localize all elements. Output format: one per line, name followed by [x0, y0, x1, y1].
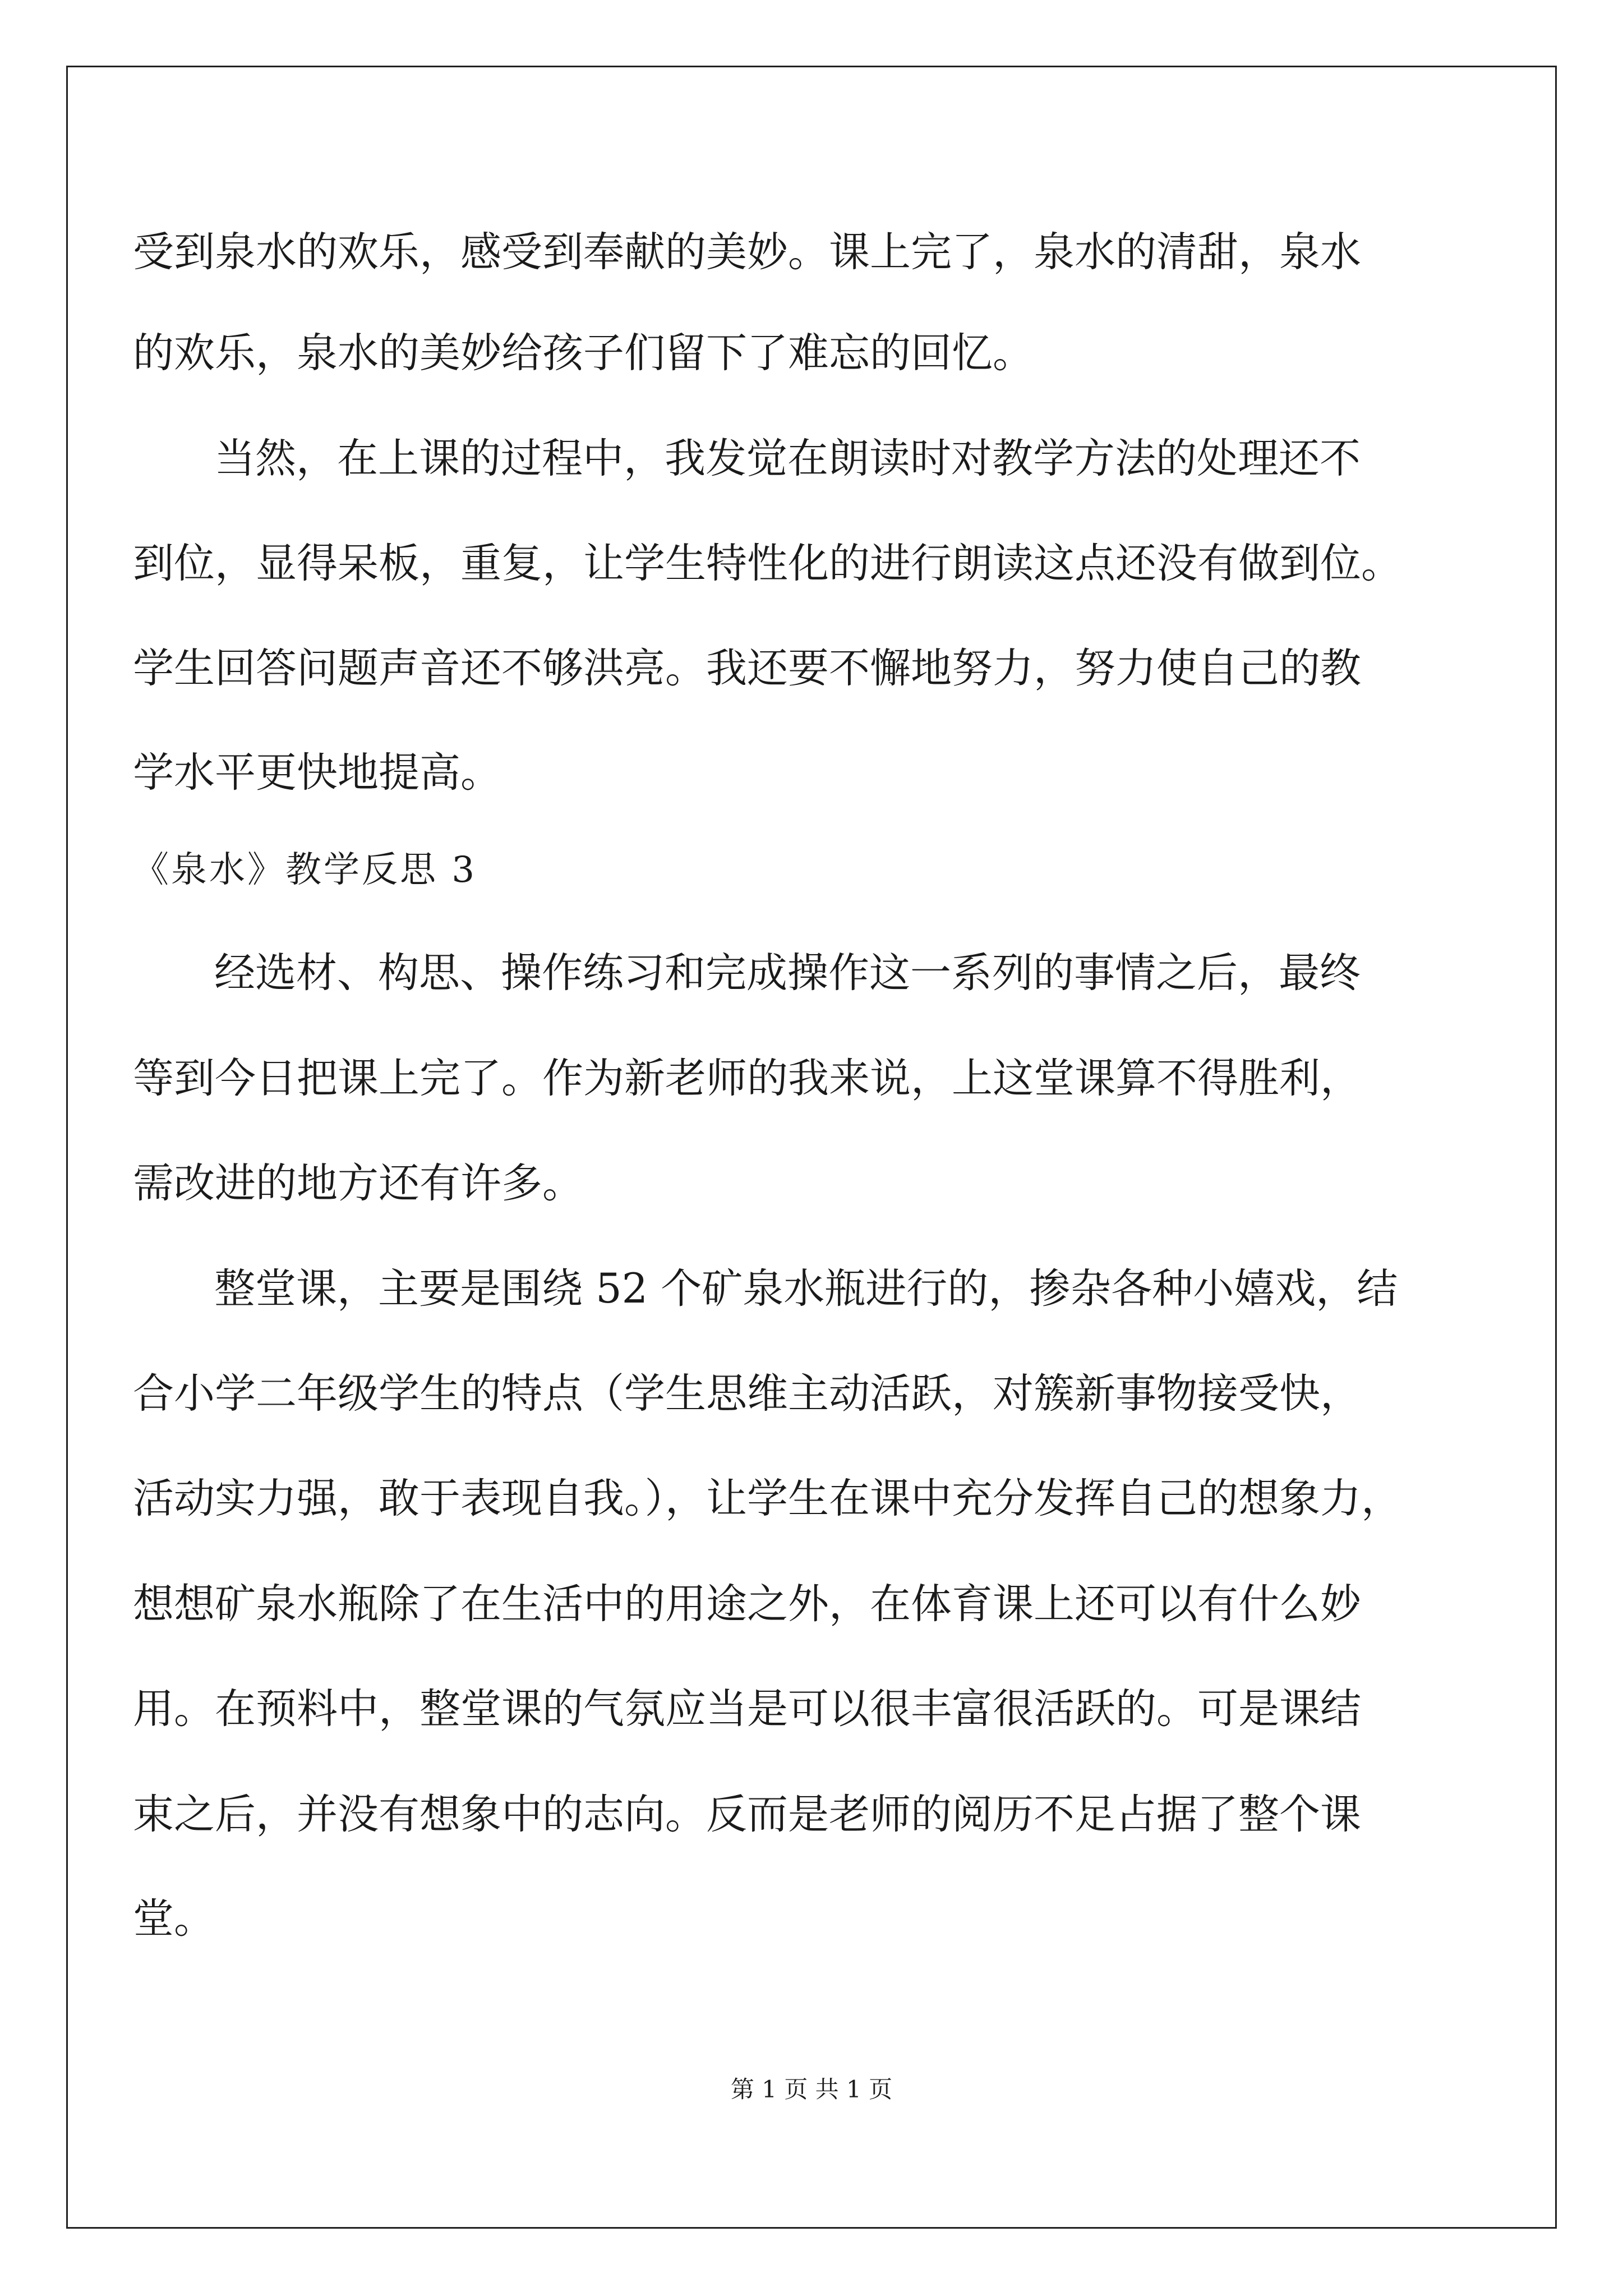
- paragraph-line: 合小学二年级学生的特点（学生思维主动活跃，对簇新事物接受快，: [133, 1370, 1361, 1418]
- paragraph-line: 学生回答问题声音还不够洪亮。我还要不懈地努力，努力使自己的教: [133, 645, 1361, 692]
- paragraph-line: 当然，在上课的过程中，我发觉在朗读时对教学方法的处理还不: [214, 435, 1361, 482]
- paragraph-line: 经选材、构思、操作练习和完成操作这一系列的事情之后，最终: [214, 949, 1361, 997]
- paragraph-line: 堂。: [133, 1895, 215, 1943]
- page-border: [66, 66, 1557, 2229]
- section-heading: 《泉水》教学反思 3: [133, 849, 477, 891]
- paragraph-line: 受到泉水的欢乐，感受到奉献的美妙。课上完了，泉水的清甜，泉水: [133, 228, 1361, 276]
- paragraph-line: 用。在预料中，整堂课的气氛应当是可以很丰富很活跃的。可是课结: [133, 1685, 1361, 1733]
- paragraph-line: 到位，显得呆板，重复，让学生特性化的进行朗读这点还没有做到位。: [133, 540, 1402, 587]
- paragraph-line: 想想矿泉水瓶除了在生活中的用途之外，在体育课上还可以有什么妙: [133, 1580, 1361, 1628]
- page-footer: 第 1 页 共 1 页: [730, 2076, 893, 2103]
- paragraph-line: 的欢乐，泉水的美妙给孩子们留下了难忘的回忆。: [133, 329, 1034, 377]
- paragraph-line: 束之后，并没有想象中的志向。反而是老师的阅历不足占据了整个课: [133, 1791, 1361, 1838]
- paragraph-line: 需改进的地方还有许多。: [133, 1159, 583, 1207]
- paragraph-line: 活动实力强，敢于表现自我。），让学生在课中充分发挥自己的想象力，: [133, 1475, 1402, 1522]
- paragraph-line: 整堂课，主要是围绕 52 个矿泉水瓶进行的，掺杂各种小嬉戏，结: [214, 1265, 1398, 1313]
- paragraph-line: 等到今日把课上完了。作为新老师的我来说，上这堂课算不得胜利，: [133, 1055, 1361, 1102]
- paragraph-line: 学水平更快地提高。: [133, 749, 501, 797]
